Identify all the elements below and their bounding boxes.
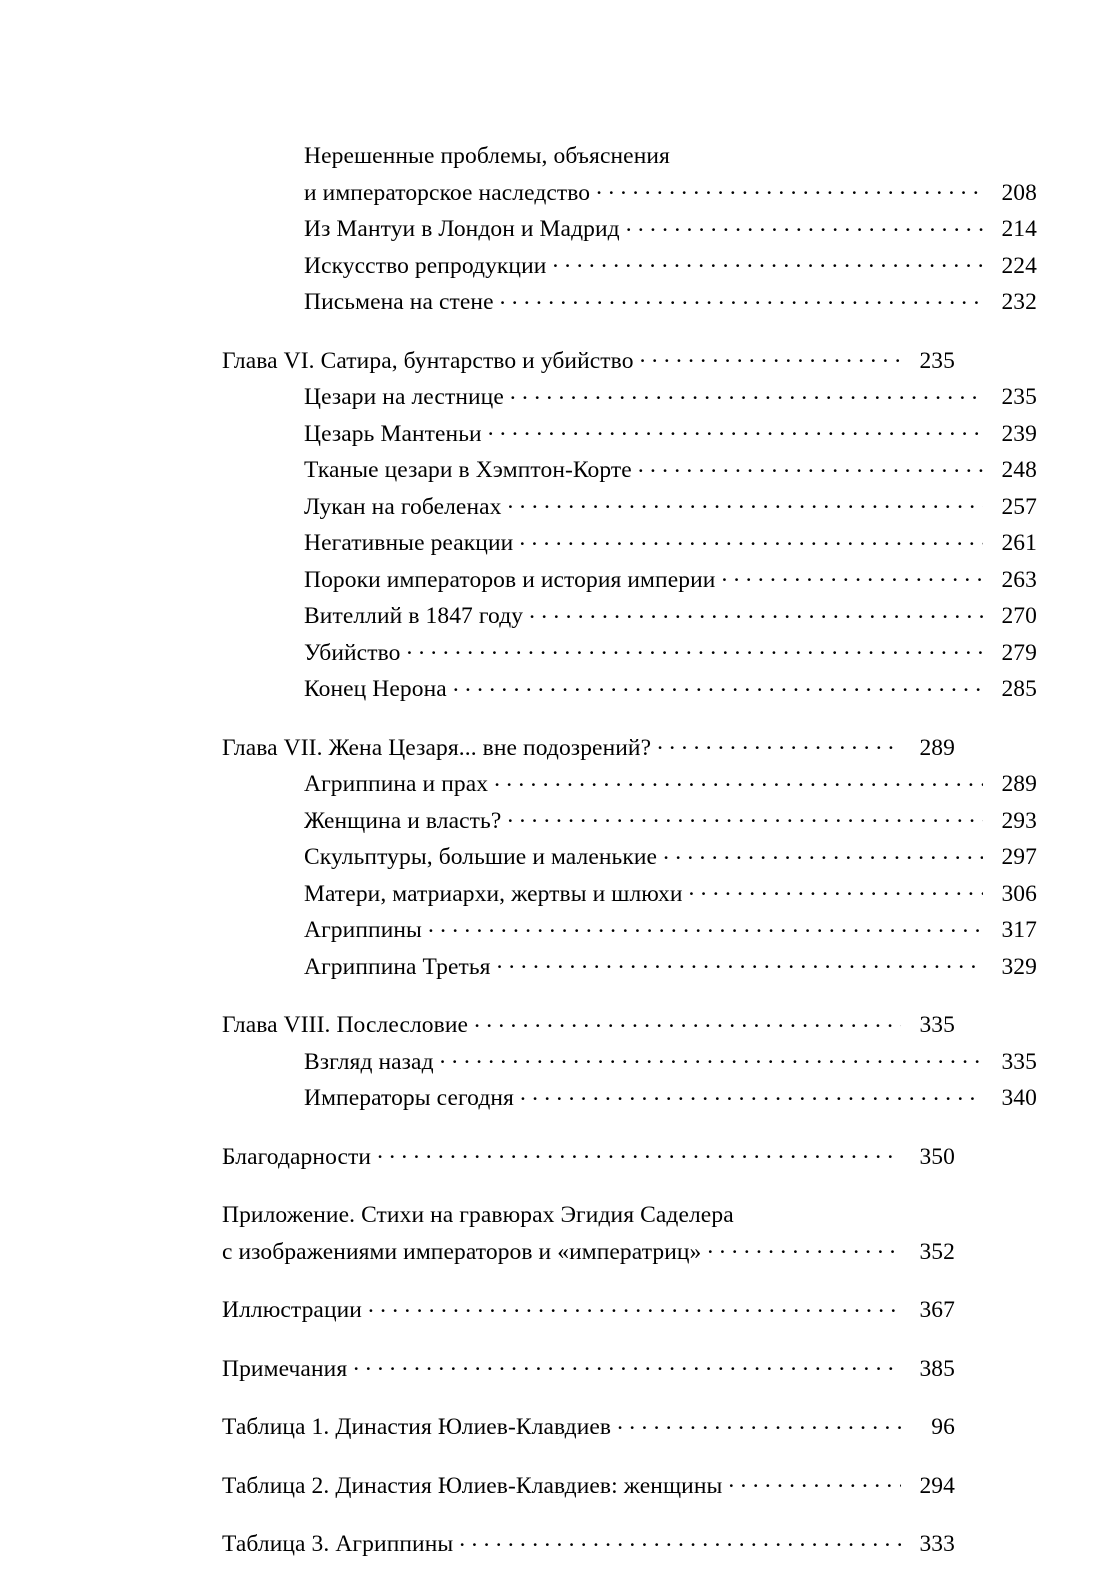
- toc-entry-row: [222, 1351, 955, 1388]
- toc-group-illustrations: [222, 1292, 955, 1329]
- toc-entry-row: [222, 766, 1037, 803]
- toc-entry[interactable]: [222, 1292, 955, 1329]
- toc-entry-page-number: 248: [1001, 457, 1037, 483]
- toc-entry[interactable]: [222, 671, 1037, 708]
- toc-entry[interactable]: [222, 1044, 1037, 1081]
- toc-entry[interactable]: [222, 1351, 955, 1388]
- toc-group-appendix: [222, 1197, 955, 1270]
- toc-entry-page-number: 350: [919, 1143, 955, 1170]
- toc-entry-page-number: 335: [919, 1012, 955, 1038]
- toc-entry-title: Конец Нерона: [304, 676, 447, 702]
- toc-entry-page-number: 367: [919, 1297, 955, 1323]
- toc-entry-row: [222, 803, 1037, 840]
- dot-leader: [663, 841, 983, 865]
- dot-leader: [497, 950, 983, 974]
- toc-entry[interactable]: [222, 489, 1037, 526]
- toc-entry-title: Вителлий в 1847 году: [304, 603, 524, 629]
- dot-leader: [500, 286, 983, 310]
- toc-entry-title: Глава VI. Сатира, бунтарство и убийство: [222, 347, 634, 374]
- toc-entry-page-number: 285: [1001, 676, 1037, 702]
- toc-entry-page-number: 263: [1001, 566, 1037, 593]
- toc-entry-page-number: 294: [919, 1472, 955, 1499]
- toc-entry[interactable]: [222, 211, 1037, 248]
- table-of-contents: [222, 138, 1037, 1563]
- toc-entry-title: Таблица 2. Династия Юлиев-Клавдиев: женщины: [222, 1472, 723, 1499]
- toc-entry-row: [222, 730, 955, 767]
- toc-entry[interactable]: [222, 379, 1037, 416]
- dot-leader: [638, 454, 983, 478]
- toc-entry-page-number: 257: [1001, 493, 1037, 520]
- toc-entry-row: [222, 1468, 955, 1505]
- toc-group-acknowledgements: [222, 1139, 955, 1176]
- toc-entry-title: Цезари на лестнице: [304, 384, 504, 410]
- dot-leader: [552, 249, 983, 273]
- toc-entry[interactable]: [222, 803, 1037, 840]
- toc-entry-title-line: Нерешенные проблемы, объяснения: [304, 143, 670, 169]
- dot-leader: [596, 176, 983, 200]
- toc-entry-page-number: 306: [1001, 880, 1037, 907]
- toc-group-notes: [222, 1351, 955, 1388]
- toc-entry-page-number: 297: [1001, 844, 1037, 870]
- dot-leader: [406, 636, 983, 660]
- toc-entry-row: [222, 175, 1037, 212]
- toc-entry-title: Матери, матриархи, жертвы и шлюхи: [304, 880, 683, 907]
- toc-entry-row: [222, 1292, 955, 1329]
- toc-entry-row: [222, 912, 1037, 949]
- toc-entry[interactable]: [222, 452, 1037, 489]
- toc-entry-title: Скульптуры, большие и маленькие: [304, 844, 658, 870]
- toc-entry-page-number: 232: [1001, 289, 1037, 315]
- dot-leader: [459, 1528, 901, 1552]
- toc-entry-title: Глава VII. Жена Цезаря... вне подозрений?: [222, 734, 652, 761]
- toc-entry-row: [222, 211, 1037, 248]
- toc-entry-page-number: 352: [919, 1238, 955, 1265]
- toc-entry-row: [222, 284, 1037, 321]
- toc-entry-row: [222, 1409, 955, 1446]
- toc-entry-row: [222, 489, 1037, 526]
- toc-entry[interactable]: [222, 766, 1037, 803]
- toc-entry-title: Лукан на гобеленах: [304, 493, 502, 520]
- toc-entry-title: Убийство: [304, 639, 401, 666]
- toc-entry-row: [222, 1080, 1037, 1117]
- toc-entry-title: Искусство репродукции: [304, 252, 547, 279]
- toc-entry[interactable]: [222, 912, 1037, 949]
- toc-entry-title: Примечания: [222, 1355, 348, 1382]
- toc-entry-page-number: 385: [919, 1355, 955, 1382]
- toc-group-chapter-8: [222, 1007, 1037, 1117]
- toc-entry[interactable]: [222, 343, 955, 380]
- toc-entry[interactable]: [222, 525, 1037, 562]
- dot-leader: [707, 1235, 901, 1259]
- toc-entry[interactable]: [222, 876, 1037, 913]
- toc-entry-page-number: 261: [1001, 530, 1037, 556]
- toc-group-chapter-5-tail: [222, 138, 1037, 321]
- toc-entry-title-line: Приложение. Стихи на гравюрах Эгидия Саделера: [222, 1202, 734, 1228]
- toc-entry-title: с изображениями императоров и «императриц»: [222, 1238, 702, 1265]
- toc-entry-row: [222, 1007, 955, 1044]
- dot-leader: [657, 731, 901, 755]
- toc-entry-title: Тканые цезари в Хэмптон-Корте: [304, 457, 632, 483]
- dot-leader: [519, 527, 983, 551]
- toc-entry[interactable]: [222, 1007, 955, 1044]
- toc-entry-page-number: 289: [1001, 771, 1037, 797]
- toc-entry[interactable]: [222, 730, 955, 767]
- toc-entry-page-number: 333: [919, 1531, 955, 1557]
- toc-entry-page-number: 329: [1001, 953, 1037, 980]
- toc-entry[interactable]: [222, 1468, 955, 1505]
- dot-leader: [508, 490, 983, 514]
- toc-entry-row: [222, 379, 1037, 416]
- toc-entry-page-number: 214: [1001, 216, 1037, 242]
- toc-entry-page-number: 224: [1001, 252, 1037, 279]
- toc-entry-row: [222, 343, 955, 380]
- dot-leader: [474, 1009, 901, 1033]
- toc-entry[interactable]: [222, 284, 1037, 321]
- toc-entry-title: и императорское наследство: [304, 179, 591, 206]
- toc-entry-row: [222, 635, 1037, 672]
- toc-entry-title: Благодарности: [222, 1143, 372, 1170]
- dot-leader: [617, 1411, 901, 1435]
- toc-entry-title: Иллюстрации: [222, 1297, 362, 1323]
- toc-entry-page-number: 96: [931, 1414, 955, 1440]
- toc-entry-row: [222, 598, 1037, 635]
- toc-entry-row: [222, 1234, 955, 1271]
- toc-entry[interactable]: [222, 1197, 955, 1270]
- toc-entry-page-number: 340: [1001, 1085, 1037, 1111]
- toc-entry-page-number: 235: [1001, 384, 1037, 410]
- toc-entry-title: Императоры сегодня: [304, 1085, 514, 1111]
- toc-entry-page-number: 235: [919, 347, 955, 374]
- toc-entry-title: Взгляд назад: [304, 1048, 434, 1075]
- toc-entry-page-number: 208: [1001, 179, 1037, 206]
- toc-entry[interactable]: [222, 1409, 955, 1446]
- toc-entry-row: [222, 525, 1037, 562]
- dot-leader: [689, 877, 983, 901]
- toc-entry-page-number: 270: [1001, 603, 1037, 629]
- toc-entry-page-number: 289: [919, 734, 955, 761]
- toc-entry[interactable]: [222, 839, 1037, 876]
- toc-entry-title: Глава VIII. Послесловие: [222, 1012, 469, 1038]
- dot-leader: [440, 1045, 983, 1069]
- toc-entry-title: Агриппина Третья: [304, 953, 491, 980]
- toc-entry-row: [222, 876, 1037, 913]
- dot-leader: [428, 914, 983, 938]
- toc-entry-page-number: 317: [1001, 917, 1037, 943]
- toc-entry-title: Таблица 1. Династия Юлиев-Клавдиев: [222, 1414, 612, 1440]
- dot-leader: [368, 1294, 901, 1318]
- toc-entry[interactable]: [222, 562, 1037, 599]
- dot-leader: [488, 417, 983, 441]
- dot-leader: [377, 1140, 901, 1164]
- dot-leader: [626, 213, 983, 237]
- toc-entry-title: Пороки императоров и история империи: [304, 566, 716, 593]
- toc-entry-row: [222, 248, 1037, 285]
- toc-entry-row: [222, 1044, 1037, 1081]
- toc-entry[interactable]: [222, 416, 1037, 453]
- dot-leader: [507, 804, 983, 828]
- dot-leader: [494, 768, 983, 792]
- toc-entry[interactable]: [222, 598, 1037, 635]
- toc-group-chapter-6: [222, 343, 1037, 708]
- toc-entry-title: Из Мантуи в Лондон и Мадрид: [304, 216, 620, 242]
- toc-entry[interactable]: [222, 1139, 955, 1176]
- toc-entry-row: [222, 1526, 955, 1563]
- toc-entry-row: [222, 562, 1037, 599]
- toc-entry-title: Женщина и власть?: [304, 807, 502, 834]
- toc-entry[interactable]: [222, 248, 1037, 285]
- toc-entry-title: Негативные реакции: [304, 530, 514, 556]
- toc-entry-title: Письмена на стене: [304, 289, 494, 315]
- dot-leader: [353, 1352, 901, 1376]
- toc-entry-row: [222, 839, 1037, 876]
- toc-entry-row: [222, 452, 1037, 489]
- toc-group-table-3: [222, 1526, 955, 1563]
- toc-entry[interactable]: [222, 949, 1037, 986]
- toc-entry-title: Таблица 3. Агриппины: [222, 1531, 454, 1557]
- dot-leader: [529, 600, 983, 624]
- toc-entry-page-number: 335: [1001, 1048, 1037, 1075]
- toc-entry-page-number: 279: [1001, 639, 1037, 666]
- toc-group-chapter-7: [222, 730, 1037, 986]
- toc-entry[interactable]: [222, 635, 1037, 672]
- toc-entry[interactable]: [222, 1080, 1037, 1117]
- toc-group-table-2: [222, 1468, 955, 1505]
- dot-leader: [640, 344, 901, 368]
- dot-leader: [721, 563, 983, 587]
- toc-entry-title: Агриппины: [304, 917, 422, 943]
- toc-entry-row: [222, 416, 1037, 453]
- toc-entry-row: [222, 1139, 955, 1176]
- toc-entry[interactable]: [222, 138, 1037, 211]
- toc-entry-page-number: 239: [1001, 420, 1037, 447]
- toc-entry-page-number: 293: [1001, 807, 1037, 834]
- dot-leader: [728, 1469, 901, 1493]
- toc-entry[interactable]: [222, 1526, 955, 1563]
- dot-leader: [520, 1082, 983, 1106]
- toc-group-table-1: [222, 1409, 955, 1446]
- toc-entry-row: [222, 671, 1037, 708]
- toc-entry-title: Агриппина и прах: [304, 771, 489, 797]
- dot-leader: [453, 673, 983, 697]
- dot-leader: [510, 381, 983, 405]
- toc-entry-title: Цезарь Мантеньи: [304, 420, 482, 447]
- toc-entry-row: [222, 949, 1037, 986]
